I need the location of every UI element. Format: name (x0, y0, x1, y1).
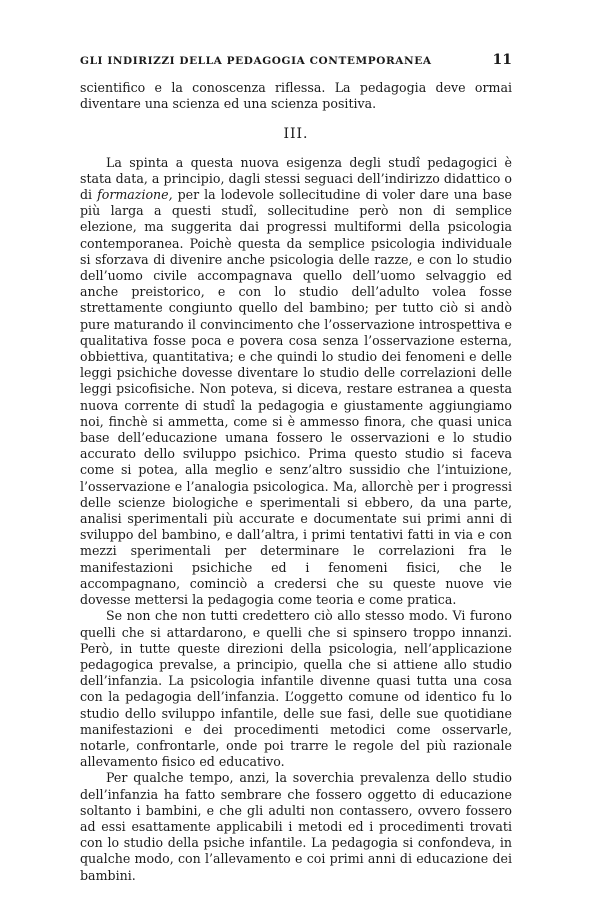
section-heading: III. (283, 126, 309, 143)
paragraph-1-start: La spinta a questa nuova esigenza degli studî pedagogici è stata data, a principio, dagli stessi seguaci dell’indirizzo didattico o di (80, 154, 512, 203)
running-title: GLI INDIRIZZI DELLA PEDAGOGIA CONTEMPORANEA (80, 55, 432, 67)
paragraph-3: Per qualche tempo, anzi, la soverchia prevalenza dello studio dell’infanzia ha fatto sembrare che fossero oggetto di educazione soltanto i bambini, e che gli adulti non contassero, ovvero fossero ad essi esattamente applicabili i metodi ed i procedimenti trovati con lo studio della psiche infantile. La pedagogia si confondeva, in qualche modo, con l’allevamento e coi primi anni di educazione dei bambini. (80, 770, 512, 883)
page-number: 11 (492, 52, 512, 68)
paragraph-1-rest: per la lodevole sollecitudine di voler dare una base più larga a questi studî, sollecitudine però non di semplice elezione, ma suggerita dai progressi multiformi della psicologia contemporanea. Poichè questa da semplice psicologia individuale si sforzava di divenire anche psicologia delle razze, e con lo studio dell’uomo civile accompagnava quello dell’uomo selvaggio ed anche preistorico, e con lo studio dell’adulto volea fosse strettamente congiunto quello del bambino; per tutto ciò si andò pure maturando il convincimento che l’osservazione introspettiva e qualitativa fosse poca e povera cosa senza l’osservazione esterna, obbiettiva, quantitativa; e che quindi lo studio dei fenomeni e delle leggi psichiche dovesse diventare lo studio delle correlazioni delle leggi psicofisiche. Non poteva, si diceva, restare estranea a questa nuova corrente di studî la pedagogia e giustamente aggiungiamo noi, finchè si ammetta, come si è ammesso finora, che quasi unica base dell’educazione umana fossero le osservazioni e lo studio accurato dello sviluppo psichico. Prima questo studio si faceva come si potea, alla meglio e senz’altro sussidio che l’intuizione, l’osservazione e l’analogia psicologica. Ma, allorchè per i progressi delle scienze biologiche e sperimentali si ebbero, da una parte, analisi sperimentali più accurate e documentate sui primi anni di sviluppo del bambino, e dall’altra, i primi tentativi fatti in via e con mezzi sperimentali per determinare le correlazioni fra le manifestazioni psichiche ed i fenomeni fisici, che le accompagnano, cominciò a credersi che su queste nuove vie dovesse mettersi la pedagogia come teoria e come pratica. (80, 187, 512, 608)
running-header (80, 52, 512, 68)
italic-term: formazione, (97, 187, 173, 203)
book-page (80, 52, 512, 884)
paragraph-1 (80, 155, 512, 609)
body-text (80, 80, 512, 884)
carryover-paragraph: scientifico e la conoscenza riflessa. La pedagogia deve ormai diventare una scienza ed una scienza positiva. (80, 80, 512, 112)
paragraph-2: Se non che non tutti credettero ciò allo stesso modo. Vi furono quelli che si attardarono, e quelli che si spinsero troppo innanzi. Però, in tutte queste direzioni della psicologia, nell’applicazione pedagogica prevalse, a principio, quella che si attiene allo studio dell’infanzia. La psicologia infantile divenne quasi tutta una cosa con la pedagogia dell’infanzia. L’oggetto comune od identico fu lo studio dello sviluppo infantile, delle sue fasi, delle sue quotidiane manifestazioni e dei procedimenti metodici come osservarle, notarle, confrontarle, onde poi trarre le regole del più razionale allevamento fisico ed educativo. (80, 608, 512, 770)
